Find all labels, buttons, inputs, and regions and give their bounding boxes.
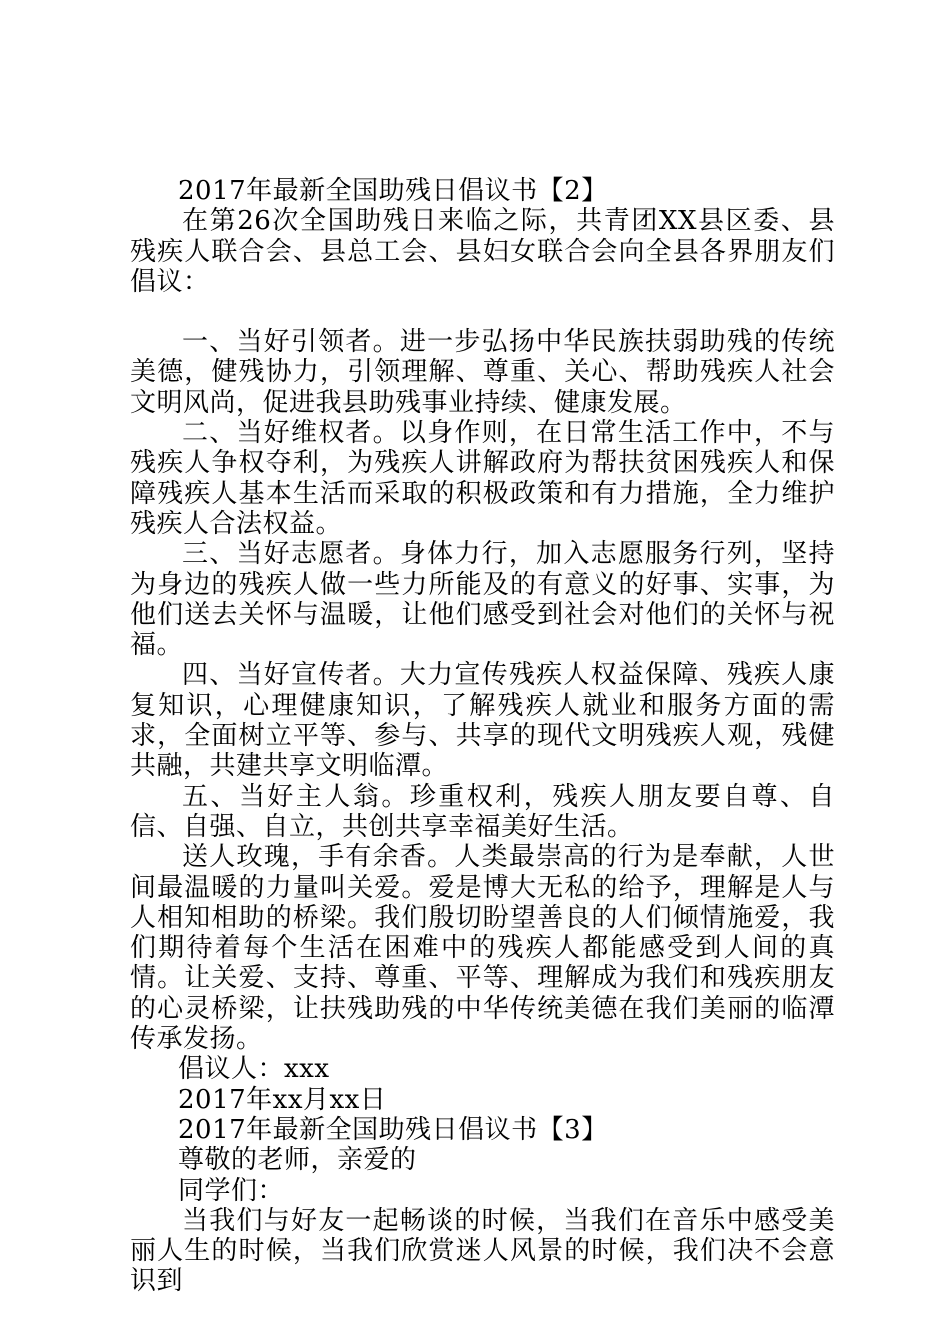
proposal-item-2: 二、当好维权者。以身作则，在日常生活工作中，不与残疾人争权夺利，为残疾人讲解政府为帮扶贫困残疾人和保障残疾人基本生活而采取的积极政策和有力措施，全力维护残疾人合法权益。: [130, 418, 835, 539]
proposal-item-3: 三、当好志愿者。身体力行，加入志愿服务行列，坚持为身边的残疾人做一些力所能及的有意义的好事、实事，为他们送去关怀与温暖，让他们感受到社会对他们的关怀与祝福。: [130, 539, 835, 661]
blank-line: [130, 297, 835, 327]
section-heading-2: 2017年最新全国助残日倡议书【2】: [178, 176, 608, 206]
proposal-item-4: 四、当好宣传者。大力宣传残疾人权益保障、残疾人康复知识，心理健康知识，了解残疾人就业和服务方面的需求，全面树立平等、参与、共享的现代文明残疾人观，残健共融，共建共享文明临潭。: [130, 660, 835, 782]
body-paragraph-3: 当我们与好友一起畅谈的时候，当我们在音乐中感受美丽人生的时候，当我们欣赏迷人风景的时候，我们决不会意识到: [130, 1205, 835, 1297]
section-heading-3: 2017年最新全国助残日倡议书【3】: [178, 1114, 608, 1145]
proposal-item-1: 一、当好引领者。进一步弘扬中华民族扶弱助残的传统美德，健残协力，引领理解、尊重、关心、帮助残疾人社会文明风尚，促进我县助残事业持续、健康发展。: [130, 327, 835, 418]
salutation-line-1: 尊敬的老师，亲爱的: [178, 1145, 417, 1176]
date-line: 2017年xx月xx日: [178, 1084, 387, 1115]
salutation-line-2: 同学们：: [178, 1175, 285, 1206]
document-page: [130, 176, 835, 1297]
proposal-item-5: 五、当好主人翁。珍重权利，残疾人朋友要自尊、自信、自强、自立，共创共享幸福美好生活。: [130, 781, 835, 842]
signer-line: 倡议人：xxx: [178, 1054, 330, 1085]
intro-paragraph: 在第26次全国助残日来临之际，共青团XX县区委、县残疾人联合会、县总工会、县妇女联合会向全县各界朋友们倡议：: [130, 206, 835, 297]
closing-paragraph: 送人玫瑰，手有余香。人类最崇高的行为是奉献，人世间最温暖的力量叫关爱。爱是博大无私的给予，理解是人与人相知相助的桥梁。我们殷切盼望善良的人们倾情施爱，我们期待着每个生活在困难中的残疾人都能感受到人间的真情。让关爱、支持、尊重、平等、理解成为我们和残疾朋友的心灵桥梁，让扶残助残的中华传统美德在我们美丽的临潭传承发扬。: [130, 842, 835, 1055]
